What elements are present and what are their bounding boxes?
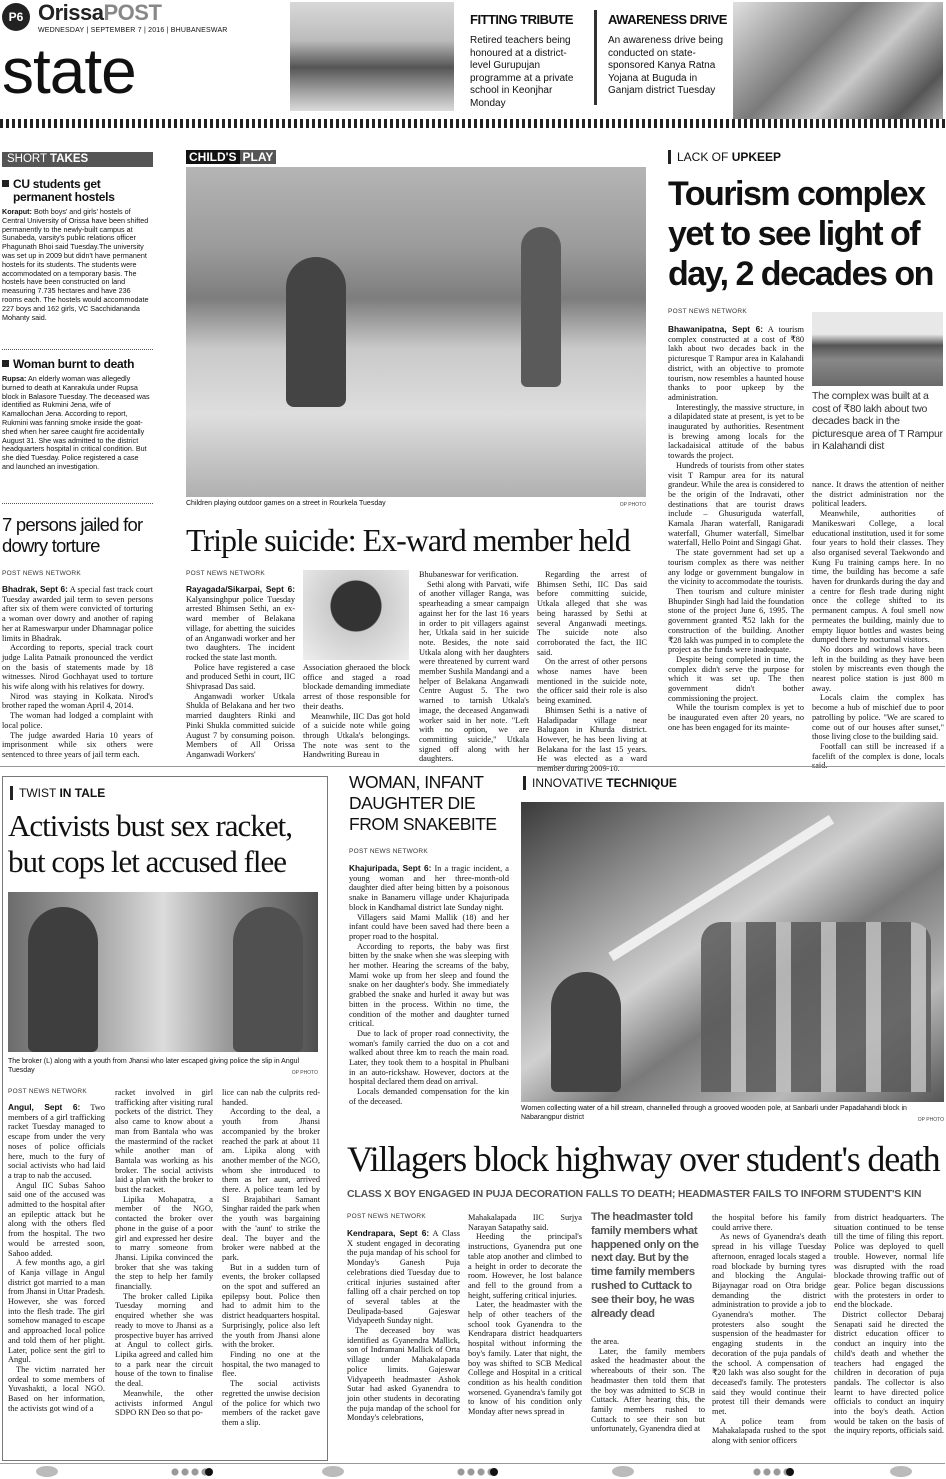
sex-racket-caption: The broker (L) along with a youth from Jhansi who later escaped giving police the slip in Angul Tuesday [8, 1058, 300, 1074]
para: Kalyansinghpur police Tuesday arrested Bhimsen Sethi, an ex-ward member of Belakana village, for abetting the suicides of an Anganwadi worker and her two daughters. The incident rocked the state last month. [186, 594, 295, 662]
woman-figure [551, 972, 621, 1092]
highway-subhead: CLASS X BOY ENGAGED IN PUJA DECORATION FALLS TO DEATH; HEADMASTER FAILS TO INFORM STUDENT'S KIN [347, 1188, 922, 1200]
child-figure-left [286, 257, 346, 407]
suicide-mugshot [303, 570, 409, 660]
snakebite-body [349, 864, 509, 1129]
para: But in a sudden turn of events, the broker collapsed on the spot and suffered an epilepsy bout. Police then had to admit him to the district headquarters hospital. Surprisingly, police also left the youth from Jhansi alone with the broker. [222, 1262, 320, 1350]
highway-dateline: Kendrapara, Sept 6: [347, 1228, 430, 1238]
childs-play-caption: Children playing outdoor games on a street in Rourkela Tuesday [186, 500, 386, 507]
registration-mark-icon [612, 1466, 634, 1477]
para: nance. It draws the attention of neither the district administration nor the political leaders. [812, 480, 944, 509]
para: Anganwadi worker Utkala Shukla of Belakana and her two married daughters Rinki and Pinki Shukla committed suicide August 7 by consuming poison. Members of All Orissa Anganwadi Workers' [186, 691, 295, 759]
women-group [701, 922, 931, 1092]
highway-col-1 [347, 1229, 460, 1461]
para: Two members of a girl trafficking racket Tuesday managed to escape from under the very noses of police officials here, much to the fury of social activists who had laid a trap to nab the accused. [8, 1103, 105, 1180]
para: racket involved in girl trafficking after visiting rural pockets of the district. They also came to know about a man from Bantala who was the mastermind of the racket while another man of Bantala was working as his broker. The social activists laid a plan with the broker to bust the racket. [115, 1088, 213, 1195]
bottom-rule [0, 1463, 945, 1464]
suicide-col-1 [186, 585, 295, 760]
youth-figure [233, 907, 303, 1052]
para: Meanwhile, the other activists informed Angul SDPO RN Deo so that po- [115, 1388, 213, 1418]
teaser-photo-awareness [733, 2, 943, 120]
teaser-title: AWARENESS DRIVE [608, 12, 727, 27]
photo-credit: OP PHOTO [291, 1070, 318, 1076]
short-take-head: CU students get permanent hostels [13, 177, 115, 204]
para: Mahakalapada IIC Surjya Narayan Satapathy said. [468, 1213, 582, 1232]
photo-credit: OP PHOTO [917, 1117, 944, 1123]
short-take-dateline: Rupsa: [2, 374, 27, 383]
para: Angul IIC Subas Sahoo said one of the accused was admitted to the hospital after an epileptic attack but he along with the others fled from the hospital. The two would be arrested soon, Sahoo added. [8, 1180, 105, 1258]
para: The victim narrated her ordeal to some members of Yuvashakti, a local NGO. Based on her information, the activists got wind of a [8, 1364, 105, 1413]
innovative-caption: Women collecting water of a hill stream, channelled through a grooved wooden pole, at Sanbarli under Papadahandi block in Nabarangpur district [521, 1105, 907, 1121]
label-b: PLAY [240, 150, 277, 164]
para: The woman had lodged a complaint with local police. [2, 711, 153, 730]
sex-racket-col-1 [8, 1103, 105, 1455]
page-number-badge: P6 [2, 3, 30, 31]
label-b: TECHNIQUE [606, 776, 677, 790]
snakebite-dateline: Khajuripada, Sept 6: [349, 863, 432, 873]
tourism-photo [812, 312, 943, 386]
section-title: state [2, 35, 136, 107]
teaser-divider [594, 10, 597, 105]
innovative-label [523, 776, 677, 790]
para: Footfall can still be increased if a facelift of the complex is done, locals said. [812, 741, 944, 771]
logo-orissa: Orissa [38, 0, 104, 25]
para: According to the deal, a youth from Jhansi accompanied by the broker reached the park at about 11 am. Lipika along with another member of the NGO, whom she introduced to them as her aunt, arrived there. A police team led by SI Brajabihari Samant Singhar raided the park when the youth was bargaining with the 'aunt' to strike the deal. The buyer and the broker were nabbed at the park. [222, 1107, 320, 1262]
para: A tourism complex constructed at a cost of ₹80 lakh about two decades back in the picturesque T Rampur area in Kalahandi district, with an objective to promote tourism, now resembles a haunted house thanks to poor upkeep by the administration. [668, 325, 804, 402]
label-b: UPKEEP [731, 150, 782, 164]
label-a: INNOVATIVE [532, 776, 603, 790]
para: Later, the family members asked the headmaster about the whereabouts of their son. The headmaster then told them that the boy was admitted to SCB in Cuttack. After hearing this, the family members rushed to Cuttack to see their son but unfortunately, Gyanendra died at [591, 1346, 705, 1434]
child-figure-right [521, 227, 561, 387]
para: The state government had set up a tourism complex as there was neither any lodge or government bungalow in the vicinity to accommodate the tourists. [668, 548, 804, 587]
teaser-awareness-drive [608, 12, 728, 98]
square-bullet-icon [2, 360, 9, 367]
para: The broker called Lipika Tuesday morning and enquired whether she was ready to move to Jhansi as a prospective buyer has arrived at Angul to collect girls. Lipika agreed and called him to a park near the circuit house of the town to finalise the deal. [115, 1291, 213, 1389]
dowry-byline: POST NEWS NETWORK [2, 570, 82, 577]
short-take-body: Both boys' and girls' hostels of Central University of Orissa have been shifted permanently to the newly-built campus at Sunabeda, varsity's public relations officer Phagunath Bhoi said Tuesday.The university was set up in 2009 but didn't have permanent hostels for its students. The students were accommodated on a temporary basis. The hostels have been constructed on land measuring 7.735 hectares and have 236 rooms each. The hostels would accommodate 227 boys and 162 girls, VC Sacchidananda Mohanty said. [2, 207, 149, 322]
para: Sethi along with Parvati, wife of another villager Ranga, was spearheading a smear campaign against her for the last 16 years in order to pit villagers against her, Utkala said in her suicide note. Besides, the note said Utkala along with her daughters were threatened by current ward member Sushila Mandangi and a helper of Belakana Anganwadi Centre August 5. The two warned to tarnish Utkala's image, the deceased Anganwadi worker said in her note. "Left with no option, we are committing suicide," Utkala signed off along with her daughters. [419, 579, 529, 764]
registration-mark-icon [36, 1466, 58, 1477]
tourism-photo-caption: The complex was built at a cost of ₹80 lakh about two decades back in the picturesque area of T Rampur in Kalahandi dist [812, 390, 943, 452]
para: Interestingly, the massive structure, in a dilapidated state at present, is yet to be inaugurated by authorities. Resentment is brewing among locals for the lackadaisical attitude of the babus towards the project. [668, 402, 804, 461]
para: lice can nab the culprits red-handed. [222, 1088, 320, 1107]
label-b: IN TALE [59, 786, 106, 800]
para: According to reports, special track court judge Lalita Patnaik pronounced the verdict on the basis of statements made by 18 witnesses. Nirod Gochhayat used to torture his wife along with his relatives for dowry. [2, 643, 153, 692]
suicide-col-3 [419, 570, 529, 764]
masthead [0, 0, 288, 112]
highway-col-4 [712, 1213, 826, 1461]
teaser-fitting-tribute [470, 12, 585, 110]
para: Regarding the arrest of Bhimsen Sethi, IIC Das said before committing suicide, Utkala alleged that she was being harassed by Sethi at several Anganwadi meetings. The suicide note also corroborated the fact, the IIC said. [537, 570, 647, 657]
square-bullet-icon [2, 180, 9, 187]
short-take-text [2, 375, 152, 472]
sex-racket-dateline: Angul, Sept 6: [8, 1102, 81, 1112]
para: While the tourism complex is yet to be inaugurated even after 20 years, no one has been engaged for its mainte- [668, 703, 804, 732]
para: Association gheraoed the block office and staged a road blockade demanding immediate arrest of those responsible for their deaths. [303, 663, 410, 711]
logo [38, 0, 161, 26]
short-take-dateline: Koraput: [2, 207, 32, 216]
short-take-woman-burnt [2, 358, 152, 472]
para: On the arrest of other persons whose names have been mentioned in the suicide note, the officer said their role is also being examined. [537, 657, 647, 706]
registration-mark-icon [890, 1466, 912, 1477]
para: A police team from Mahakalapada rushed to the spot along with senior officers [712, 1416, 826, 1446]
short-take-cu-hostels [2, 178, 152, 322]
para: Bhimsen Sethi is a native of Haladipadar village near Balugaon in Khurda district. However, he has been living at Belakana for the last 15 years. He was elected as a ward member during 2009-10. [537, 705, 647, 774]
teaser-photo-teachers [290, 2, 454, 111]
para: Despite being completed in time, the complex didn't serve the purpose for which it was set up. The then government didn't bother commissioning the project. [668, 654, 804, 703]
short-take-head: Woman burnt to death [13, 357, 135, 371]
snakebite-byline: POST NEWS NETWORK [349, 848, 429, 855]
tourism-byline: POST NEWS NETWORK [668, 308, 748, 315]
sex-racket-headline: Activists bust sex racket, but cops let accused flee [8, 808, 292, 879]
para: Locals claim the complex has become a hub of mischief due to poor patrolling by police. "We are scared to come out of our houses after sunset," those living close to the building said. [812, 693, 944, 742]
sex-racket-label [10, 786, 105, 800]
sex-racket-photo [8, 892, 318, 1052]
photo-credit: OP PHOTO [619, 502, 646, 508]
para: According to reports, the baby was first bitten by the snake when she was sleeping with her mother. Hearing the screams of the baby, Mami woke up from her sleep and found the snake on her daughter's body. She immediately grabbed the snake and hurled it away but was bitten in the process. Within no time, the condition of the mother and daughter turned critical. [349, 941, 509, 1029]
para: Finding no one at the hospital, the two managed to flee. [222, 1349, 320, 1379]
para: A special fast track court Tuesday awarded jail term to seven persons after six of them were convicted of torturing a woman over dowry and another of raping her at Rameswarpur under Dhamnagar police limits in Bhadrak. [2, 585, 153, 643]
innovative-photo [521, 802, 944, 1102]
tourism-col-2 [812, 480, 944, 771]
registration-marks [0, 1466, 945, 1478]
para: The deceased boy was identified as Gyanendra Mallick, son of Indramani Mallick of Orta village under Mahakalapada police limits. Gajeswar Vidyapeeth headmaster Ashok Sutar had asked Gyanendra to join other students in decorating the puja mandap of the school for Monday's celebrations, [347, 1326, 460, 1423]
teaser-text: Retired teachers being honoured at a district-level Gurupujan programme at a private school in Keonjhar Monday [470, 35, 574, 109]
registration-mark-icon [786, 1468, 794, 1476]
logo-post: POST [103, 0, 162, 25]
para: Hundreds of tourists from other states visit T Rampur area for its natural grandeur. While the area is considered to be the origin of the Indravati, other destinations that are tourist draws include – Ghusuriguda waterfall, Kamala Jharan waterfall, Ranigaradi waterfall, Ghumer waterfall, Simelbar waterfall, Hello Point and Singagi Ghat. [668, 460, 804, 548]
divider [2, 503, 153, 504]
section-rule [0, 766, 945, 767]
para: from district headquarters. The situation continued to be tense till the time of filing this report. Police was deployed to quell trouble. However, normal life was disrupted with the road blockade throwing traffic out of gear. Police began discussions with the protesters in order to end the blockade. [834, 1213, 944, 1310]
dowry-body [2, 585, 153, 760]
tourism-headline: Tourism complex yet to see light of day, 2 decades on [668, 175, 933, 293]
highway-col-2 [468, 1213, 582, 1461]
label-a: TWIST [19, 786, 57, 800]
registration-mark-icon [205, 1468, 213, 1476]
suicide-byline: POST NEWS NETWORK [186, 570, 266, 577]
suicide-dateline: Rayagada/Sikarpai, Sept 6: [186, 584, 295, 594]
para: The judge awarded Haria 10 years of imprisonment while six others were sentenced to three years of jail term each. [2, 730, 153, 759]
highway-pullquote: The headmaster told family members what happened only on the next day. But by the time family members rushed to Cuttack to see their boy, he was already dead [591, 1211, 699, 1320]
label-takes: TAKES [50, 153, 89, 165]
para: No doors and windows have been left in the building as they have been stolen by miscreants even though the nearest police station is just 800 m away. [812, 644, 944, 693]
registration-mark-icon [490, 1468, 498, 1476]
para: Later, the headmaster with the help of other teachers of the school took Gyanendra to the Kendrapara district headquarters hospital without informing the boy's family. Later that night, the boy was shifted to SCB Medical College and Hospital in a critical condition as his health condition worsened. Gyanendra's family got to know of his condition only Monday after news spread in [468, 1300, 582, 1417]
suicide-col-4 [537, 570, 647, 774]
para: Nirod was staying in Kolkata. Nirod's brother raped the woman April 4, 2014. [2, 691, 153, 711]
para: Villagers said Mami Mallik (18) and her infant could have been saved had there been a proper road to the hospital. [349, 912, 509, 941]
dateline: WEDNESDAY | SEPTEMBER 7 | 2016 | BHUBANESWAR [38, 27, 228, 34]
para: Then tourism and culture minister Bhupinder Singh had laid the foundation stone of the project June 6, 1995. The government granted ₹52 lakh for the construction of the building. Another ₹28 lakh was pumped in to complete the project as the funds were inadequate. [668, 586, 804, 655]
highway-col-5 [834, 1213, 944, 1461]
para: Police have registered a case and produced Sethi in court, IIC Shivprasad Das said. [186, 662, 295, 692]
para: Lipika Mohapatra, a member of the NGO, contacted the broker over phone in the guise of a poor girl and expressed her desire to marry someone from Jhansi. Lipika convinced the broker that she was taking the step to help her family financially. [115, 1194, 213, 1292]
snakebite-headline: WOMAN, INFANT DAUGHTER DIE FROM SNAKEBITE [349, 772, 497, 834]
sex-racket-col-3 [222, 1088, 320, 1455]
childs-play-label [186, 150, 276, 165]
para: A Class X student engaged in decorating the puja mandap of his school for Monday's Ganesh Puja celebrations died Tuesday due to critical injuries sustained after falling off a chair perched on top of several tables at the Deulipada-based Gajeswar Vidyapeeth Sunday night. [347, 1229, 460, 1326]
para: Bhubaneswar for verification. [419, 570, 519, 579]
dowry-dateline: Bhadrak, Sept 6: [2, 584, 68, 594]
para: Locals demanded compensation for the kin of the deceased. [349, 1087, 509, 1106]
registration-mark-icon [322, 1466, 344, 1477]
highway-headline: Villagers block highway over student's death [347, 1139, 940, 1179]
tourism-dateline: Bhawanipatna, Sept 6: [668, 324, 763, 334]
teaser-text: An awareness drive being conducted on state-sponsored Kanya Ratna Yojana at Buguda in Ganjam district Tuesday [608, 35, 724, 96]
para: As news of Gyanendra's death spread in his village Tuesday afternoon, enraged locals staged a road blockade by burning tyres and blocking the Angulai-Bijaynagar road on Otra bridge demanding the district administration to provide a job to Gyanendra's mother. The protesters also sought the suspension of the headmaster for engaging students in the decoration of the puja pandals of the school. A compensation of ₹20 lakh was also sought for the deceased's family. The protesters said they would continue their protest till their demands were met. [712, 1232, 826, 1417]
para: In a tragic incident, a young woman and her three-month-old daughter died after being bitten by a poisonous snake in Banameru village under Khajuripada block in Kandhamal district late Sunday night. [349, 864, 509, 912]
para: The social activists regretted the unwise decision of the police for which two members of the racket gave them a slip. [222, 1379, 320, 1427]
sex-racket-col-2 [115, 1088, 213, 1455]
suicide-col-2 [303, 663, 410, 760]
para: the area. [591, 1337, 620, 1346]
teaser-title: FITTING TRIBUTE [470, 12, 573, 27]
para: the hospital before his family could arrive there. [712, 1213, 826, 1232]
dowry-headline: 7 persons jailed for dowry torture [2, 514, 143, 556]
short-take-body: An elderly woman was allegedly burned to death at Kanrakula under Rupsa block in Balasore Tuesday. The deceased was identified as Rukmini Jena, wife of Kamallochan Jena. According to report, Rukmini was fanning smoke inside the goat-shed when her saree caught fire accidentally August 31. She was admitted to the district headquarters hospital in critical condition. But she died Tuesday. Police registered a case and launched an investigation. [2, 374, 150, 471]
tourism-col-1 [668, 325, 804, 765]
highway-col-3 [591, 1337, 705, 1461]
header-rule [0, 119, 945, 128]
tourism-label [668, 150, 781, 164]
childs-play-photo [186, 167, 646, 497]
short-takes-label [2, 152, 153, 167]
para: Meanwhile, authorities of Manikeswari College, a local educational institution, used it for some four years to hold their classes. They also organised several Taekwondo and Kung Fu training camps here. In no time, the building has become a safe haven for drunkards during the day and a centre for flesh trade during night once the college shifted to its permanent campus. A foul smell now permeates the building, mainly due to empty liquor bottles and wastes being dumped there by nocturnal visitors. [812, 509, 944, 645]
para: District collector Debaraj Senapati said he directed the district education officer to conduct an inquiry into the child's death and whether the teachers had engaged the children in decoration of puja pandals. The collector is also learnt to have directed police officials to conduct an inquiry into the boy's death. Action would be taken on the basis of the inquiry reports, officials said. [834, 1310, 944, 1436]
registration-mark-icon [170, 1468, 210, 1476]
divider [2, 349, 153, 350]
label-a: LACK OF [677, 150, 729, 164]
sex-racket-byline: POST NEWS NETWORK [8, 1088, 88, 1095]
suicide-headline: Triple suicide: Ex-ward member held [186, 522, 630, 558]
label-a: CHILD'S [186, 150, 240, 164]
short-take-text [2, 208, 152, 322]
highway-byline: POST NEWS NETWORK [347, 1213, 427, 1220]
para: Meanwhile, IIC Das got hold of a suicide note while going through Utkala's belongings. The note was sent to the Handwriting Bureau in [303, 711, 410, 760]
para: A few months ago, a girl of Kanja village in Angul district got married to a man from Jhansi in Uttar Pradesh. However, she was forced into the flesh trade. The girl somehow managed to escape and approached local police and told them of her plight. Later, police sent the girl to Angul. [8, 1258, 106, 1365]
label-short: SHORT [7, 153, 47, 165]
broker-figure [28, 907, 98, 1052]
para: Due to lack of proper road connectivity, the woman's family carried the duo on a cot and walked about three km to reach the main road. Later, they took them to a hospital in Phulbani in an auto-rickshaw. However, doctors at the hospital declared them dead on arrival. [349, 1028, 509, 1087]
para: Heeding the principal's instructions, Gyanendra put one table atop another and climbed to a height in order to decorate the room. However, he lost balance and fell to the ground from a height, suffering critical injuries. [468, 1232, 582, 1300]
